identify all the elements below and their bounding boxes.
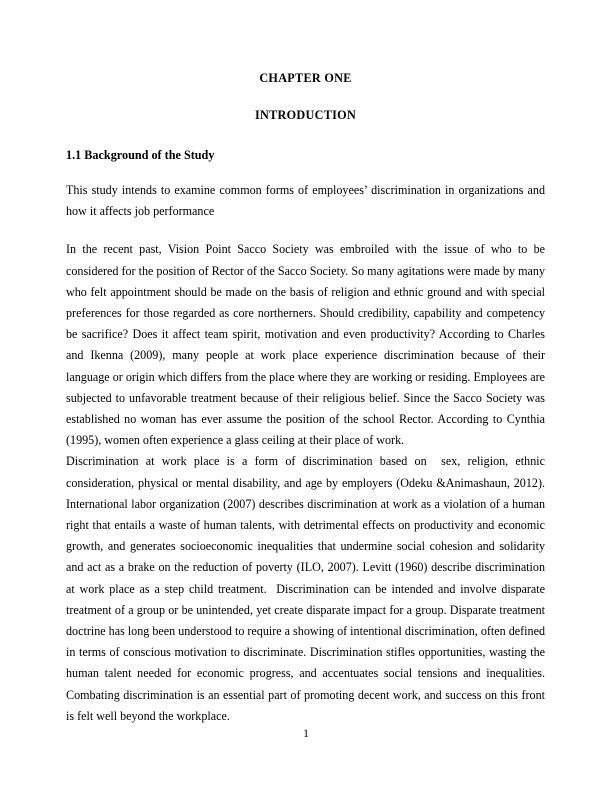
chapter-heading: CHAPTER ONE [259,71,352,85]
paragraph-sacco-background: In the recent past, Vision Point Sacco Society was embroiled with the issue of who to be considered for the position of Rector of the Sacco Society. So many agitations were made by many who felt appointment should be made on the basis of religion and ethnic ground and with special preferences for those regarded as core northerners. Should credibility, capability and competency be sacrifice? Does it affect team spirit, motivation and even productivity? According to Charles and Ikenna (2009), many people at work place experience discrimination because of their language or origin which differs from the place where they are working or residing. Employees are subjected to unfavorable treatment because of their religious belief. Since the Sacco Society was established no woman has ever assume the position of the school Rector. According to Cynthia (1995), women often experience a glass ceiling at their place of work. [66,242,549,448]
page-number: 1 [303,727,309,740]
section-heading-introduction: INTRODUCTION [254,108,357,122]
page-content-column [66,0,549,727]
paragraph-discrimination-definition: Discrimination at work place is a form of discrimination based on sex, religion, ethnic consideration, physical or mental disability, and age by employers (Odeku &Animashaun, 2012). International labor organization (2007) describes discrimination at work as a violation of a human right that entails a waste of human talents, with detrimental effects on productivity and economic growth, and generates socioeconomic inequalities that undermine social cohesion and solidarity and act as a brake on the reduction of poverty (ILO, 2007). Levitt (1960) describe discrimination at work place as a step child treatment. Discrimination can be intended and involve disparate treatment of a group or be unintended, yet create disparate impact for a group. Disparate treatment doctrine has long been understood to require a showing of intentional discrimination, often defined in terms of conscious motivation to discriminate. Discrimination stifles opportunities, wasting the human talent needed for economic progress, and accentuates social tensions and inequalities. Combating discrimination is an essential part of promoting decent work, and success on this front is felt well beyond the workplace. [66,454,549,723]
paragraph-intro-scope: This study intends to examine common forms of employees’ discrimination in organizations and how it affects job performance [66,183,549,219]
subsection-heading-background: 1.1 Background of the Study [66,148,215,162]
